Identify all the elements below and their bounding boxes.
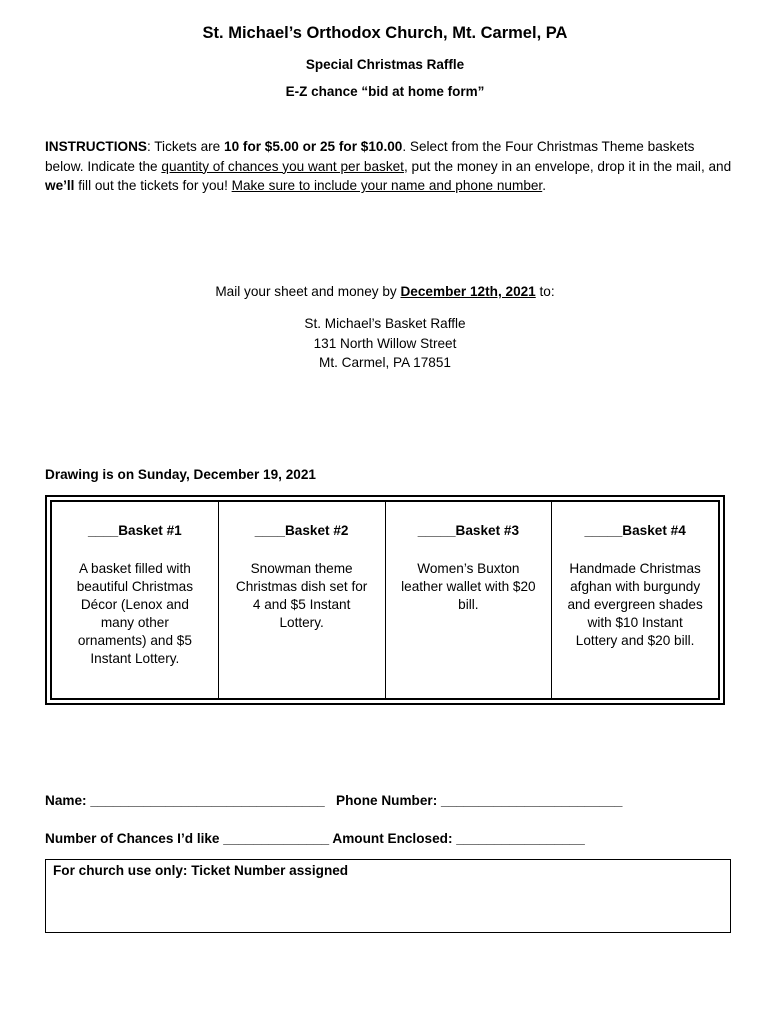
basket-description-line: Handmade Christmas xyxy=(569,561,701,576)
quantity-note: quantity of chances you want per basket xyxy=(161,158,404,174)
basket-description-line: and evergreen shades xyxy=(567,597,703,612)
basket-description-line: 4 and $5 Instant xyxy=(252,597,351,612)
basket-description-line: Lottery and $20 bill. xyxy=(575,633,695,648)
basket-description-line: beautiful Christmas xyxy=(76,579,194,594)
raffle-subtitle: Special Christmas Raffle xyxy=(305,57,465,72)
basket-2-cell xyxy=(219,502,386,698)
basket-description-line: ornaments) and $5 xyxy=(77,633,192,648)
well-text: we’ll xyxy=(45,178,75,193)
mailing-address xyxy=(0,314,770,373)
basket-description-line: Lottery. xyxy=(279,615,324,630)
mail-suffix: to: xyxy=(535,284,555,299)
instructions-text: . xyxy=(542,178,546,193)
deadline-date: December 12th, 2021 xyxy=(400,284,536,299)
instructions-text: : Tickets are xyxy=(146,139,225,154)
basket-description-line: Instant Lottery. xyxy=(90,651,180,666)
form-name: E-Z chance “bid at home form” xyxy=(285,84,485,99)
basket-3-cell xyxy=(386,502,553,698)
instructions-text: . Select from the Four Christmas Theme baskets below. Indicate the xyxy=(45,139,695,174)
mail-deadline-line xyxy=(0,284,770,299)
basket-description-line: leather wallet with $20 xyxy=(401,579,536,594)
name-phone-line[interactable]: Name: _______________________________ Phone Number: ________________________ xyxy=(45,793,623,808)
instructions-text: , put the money in an envelope, drop it in the mail, and xyxy=(403,158,732,174)
basket-description-line: afghan with burgundy xyxy=(570,579,701,594)
instructions-label: INSTRUCTIONS xyxy=(45,139,147,154)
basket-description-line: many other xyxy=(100,615,169,630)
address-line: St. Michael’s Basket Raffle xyxy=(304,316,466,331)
church-use-label: For church use only: Ticket Number assigned xyxy=(53,863,349,878)
instructions-text: fill out the tickets for you! xyxy=(74,178,232,193)
basket-4-cell xyxy=(552,502,718,698)
ticket-price: 10 for $5.00 or 25 for $10.00 xyxy=(224,139,403,154)
basket-description-line: with $10 Instant xyxy=(587,615,683,630)
basket-description-line: Décor (Lenox and xyxy=(80,597,189,612)
address-line: 131 North Willow Street xyxy=(313,335,457,351)
church-use-box xyxy=(45,859,731,933)
chances-amount-line[interactable]: Number of Chances I’d like ______________ Amount Enclosed: _________________ xyxy=(45,831,585,846)
basket-header: _____Basket #4 xyxy=(584,523,686,538)
reminder-note: Make sure to include your name and phone number xyxy=(231,178,543,193)
basket-description-line: A basket filled with xyxy=(78,561,191,576)
instructions-paragraph xyxy=(45,137,735,196)
basket-1-cell xyxy=(52,502,219,698)
baskets-table xyxy=(45,495,725,705)
basket-header: ____Basket #1 xyxy=(88,523,182,538)
basket-description-line: bill. xyxy=(458,597,479,612)
basket-header: ____Basket #2 xyxy=(254,523,349,538)
basket-description-line: Women’s Buxton xyxy=(417,561,520,576)
address-line: Mt. Carmel, PA 17851 xyxy=(319,355,451,370)
page-title: St. Michael’s Orthodox Church, Mt. Carmel, PA xyxy=(202,24,568,42)
mail-prefix: Mail your sheet and money by xyxy=(215,284,401,299)
drawing-date: Drawing is on Sunday, December 19, 2021 xyxy=(45,467,316,482)
basket-header: _____Basket #3 xyxy=(417,523,520,538)
basket-description-line: Christmas dish set for xyxy=(235,579,368,594)
basket-description-line: Snowman theme xyxy=(250,561,353,576)
